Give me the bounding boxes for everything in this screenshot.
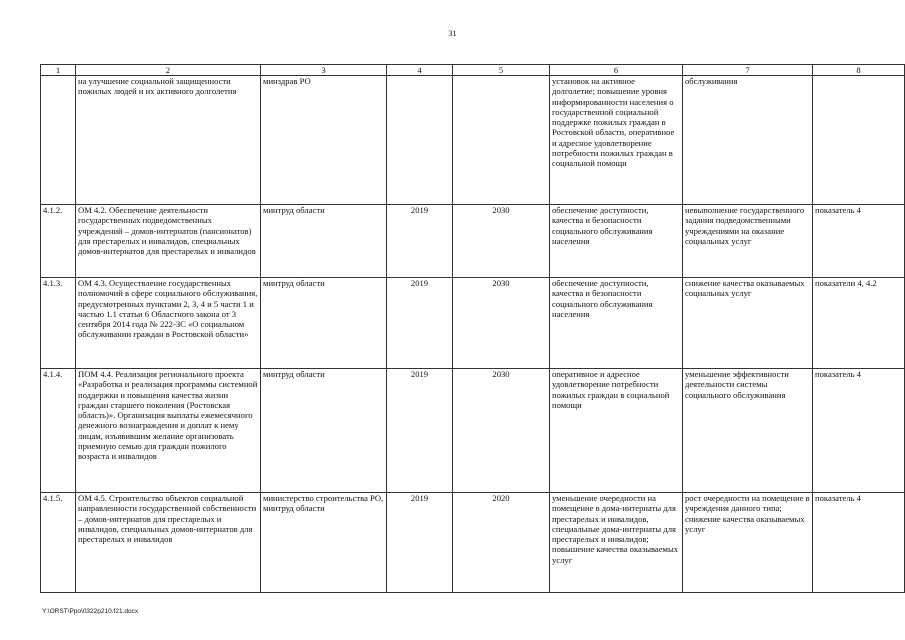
- expected-result: обеспечение доступности, качества и безопасности социального обслуживания населения: [550, 278, 683, 369]
- end-year: 2020: [453, 493, 550, 593]
- start-year: 2019: [387, 369, 453, 493]
- measure-name: ОМ 4.2. Обеспечение деятельности государственных подведомственных учреждений – домов-интернатов (пансионатов) для престарелых и инвалидов, специальных домов-интернатов для престарелых и инвалидов: [76, 205, 261, 278]
- row-number: 4.1.2.: [41, 205, 76, 278]
- table-row: [41, 76, 905, 205]
- col-header-6: 6: [550, 65, 683, 76]
- end-year: [453, 76, 550, 205]
- table-row: [41, 278, 905, 369]
- executor: минтруд области: [261, 278, 387, 369]
- col-header-4: 4: [387, 65, 453, 76]
- executor: минтруд области: [261, 205, 387, 278]
- col-header-7: 7: [683, 65, 813, 76]
- executor: минтруд области: [261, 369, 387, 493]
- measure-name: ОМ 4.5. Строительство объектов социальной направленности государственной собственности – домов-интернатов для престарелых и инвалидов, специальных домов-интернатов для престарелых и инвалидов: [76, 493, 261, 593]
- measures-table: [40, 64, 905, 593]
- row-number: [41, 76, 76, 205]
- row-number: 4.1.5.: [41, 493, 76, 593]
- executor: министерство строительства РО, минтруд области: [261, 493, 387, 593]
- non-implementation-consequence: рост очередности на помещение в учреждения данного типа; снижение качества оказываемых услуг: [683, 493, 813, 593]
- end-year: 2030: [453, 205, 550, 278]
- non-implementation-consequence: обслуживания: [683, 76, 813, 205]
- col-header-2: 2: [76, 65, 261, 76]
- end-year: 2030: [453, 278, 550, 369]
- indicator-link: показатель 4: [813, 493, 905, 593]
- row-number: 4.1.4.: [41, 369, 76, 493]
- col-header-3: 3: [261, 65, 387, 76]
- non-implementation-consequence: снижение качества оказываемых социальных услуг: [683, 278, 813, 369]
- measure-name: ПОМ 4.4. Реализация регионального проекта «Разработка и реализация программы системной поддержки и повышения качества жизни граждан старшего поколения (Ростовская область)». Организация выплаты ежемесячного денежного вознаграждения и доплат к нему лицам, изъявившим желание организовать приемную семью для граждан пожилого возраста и инвалидов: [76, 369, 261, 493]
- row-number: 4.1.3.: [41, 278, 76, 369]
- col-header-5: 5: [453, 65, 550, 76]
- indicator-link: показатель 4: [813, 369, 905, 493]
- end-year: 2030: [453, 369, 550, 493]
- start-year: 2019: [387, 278, 453, 369]
- start-year: 2019: [387, 205, 453, 278]
- start-year: [387, 76, 453, 205]
- table-row: [41, 493, 905, 593]
- executor: минздрав РО: [261, 76, 387, 205]
- start-year: 2019: [387, 493, 453, 593]
- indicator-link: показатель 4: [813, 205, 905, 278]
- footer-file-path: Y:\ORST\Ppo\0322p210.f21.docx: [42, 608, 139, 615]
- table-row: [41, 369, 905, 493]
- measure-name: на улучшение социальной защищенности пожилых людей и их активного долголетия: [76, 76, 261, 205]
- column-number-row: [41, 65, 905, 76]
- expected-result: обеспечение доступности, качества и безопасности социального обслуживания населения: [550, 205, 683, 278]
- col-header-1: 1: [41, 65, 76, 76]
- indicator-link: показатели 4, 4.2: [813, 278, 905, 369]
- non-implementation-consequence: невыполнение государственного задания подведомственными учреждениями на оказание социальных услуг: [683, 205, 813, 278]
- non-implementation-consequence: уменьшение эффективности деятельности системы социального обслуживания: [683, 369, 813, 493]
- col-header-8: 8: [813, 65, 905, 76]
- table-row: [41, 205, 905, 278]
- measure-name: ОМ 4.3. Осуществление государственных полномочий в сфере социального обслуживания, предусмотренных пунктами 2, 3, 4 и 5 части 1 и частью 1.1 статьи 6 Областного закона от 3 сентября 2014 года № 222-ЗС «О социальном обслуживании граждан в Ростовской области»: [76, 278, 261, 369]
- indicator-link: [813, 76, 905, 205]
- expected-result: установок на активное долголетие; повышение уровня информированности населения о государственной социальной поддержке пожилых граждан в Ростовской области, оперативное и адресное удовлетворение потребности пожилых граждан в социальной помощи: [550, 76, 683, 205]
- expected-result: уменьшение очередности на помещение в дома-интернаты для престарелых и инвалидов, специальные дома-интернаты для престарелых и инвалидов; повышение качества оказываемых услуг: [550, 493, 683, 593]
- page-number: 31: [448, 28, 457, 38]
- expected-result: оперативное и адресное удовлетворение потребности пожилых граждан в социальной помощи: [550, 369, 683, 493]
